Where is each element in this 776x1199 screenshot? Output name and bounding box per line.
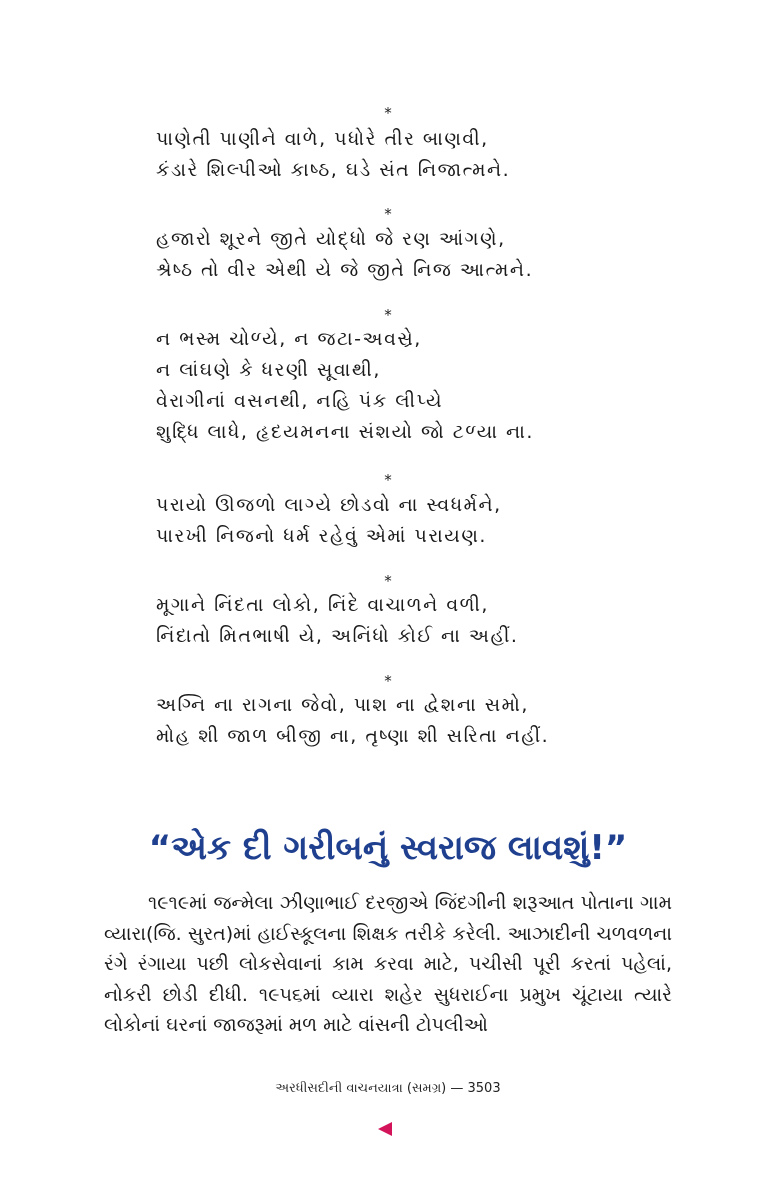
verse-line: હજારો શૂરને જીતે યોદ્ધો જે રણ આંગણે, bbox=[156, 228, 506, 250]
section-heading: “એક દી ગરીબનું સ્વરાજ લાવશું!” bbox=[148, 828, 628, 868]
stanza-separator: * bbox=[384, 572, 392, 590]
verse-line: કંડારે શિલ્પીઓ કાષ્ઠ, ઘડે સંત નિજાત્મને. bbox=[156, 159, 511, 181]
verse-line: વેરાગીનાં વસનથી, નહિ પંક લીપ્યે bbox=[156, 390, 444, 412]
body-paragraph: ૧૯૧૯માં જન્મેલા ઝીણાભાઈ દરજીએ જિંદગીની શરૂઆત પોતાના ગામ વ્યારા(જિ. સુરત)માં હાઈસ્કૂલના શિક્ષક તરીકે કરેલી. આઝાદીની ચળવળના રંગે રંગાયા પછી લોકસેવાનાં કામ કરવા માટે, પચીસી પૂરી કરતાં પહેલાં, નોકરી છોડી દીધી. ૧૯૫૬માં વ્યારા શહેર સુધરાઈના પ્રમુખ ચૂંટાયા ત્યારે લોકોનાં ઘરનાં જાજરૂમાં મળ માટે વાંસની ટોપલીઓ bbox=[104, 892, 672, 1036]
verse-line: ન ભસ્મ ચોળ્યે, ન જટા-અવસ્રે, bbox=[156, 328, 422, 350]
stanza-5 bbox=[156, 590, 596, 652]
stanza-separator: * bbox=[384, 471, 392, 489]
verse-line: મૂગાને નિંદતા લોકો, નિંદે વાચાળને વળી, bbox=[156, 594, 489, 616]
stanza-3 bbox=[156, 324, 596, 448]
verse-line: પાણેતી પાણીને વાળે, પધોરે તીર બાણવી, bbox=[156, 128, 489, 150]
stanza-2 bbox=[156, 224, 596, 286]
stanza-4 bbox=[156, 490, 596, 552]
verse-line: શુદ્ધિ લાધે, હૃદયમનના સંશયો જો ટળ્યા ના. bbox=[156, 421, 534, 443]
stanza-separator: * bbox=[384, 306, 392, 324]
verse-line: નિંદાતો મિતભાષી યે, અનિંધો કોઈ ના અહીં. bbox=[156, 625, 519, 647]
verse-line: શ્રેષ્ઠ તો વીર એથી યે જે જીતે નિજ આત્મને. bbox=[156, 259, 534, 281]
verse-line: મોહ શી જાળ બીજી ના, તૃષ્ણા શી સરિતા નહીં. bbox=[156, 725, 550, 747]
verse-line: પારખી નિજનો ધર્મ રહેવું એમાં પરાયણ. bbox=[156, 525, 487, 547]
stanza-separator: * bbox=[384, 672, 392, 690]
verse-line: ન લાંઘણે કે ધરણી સૂવાથી, bbox=[156, 359, 381, 381]
verse-line: અગ્નિ ના રાગના જેવો, પાશ ના દ્વેશના સમો, bbox=[156, 694, 529, 716]
stanza-separator: * bbox=[384, 104, 392, 122]
verse-line: પરાયો ઊજળો લાગ્યે છોડવો ના સ્વધર્મને, bbox=[156, 494, 502, 516]
previous-page-arrow-icon[interactable] bbox=[378, 1122, 392, 1136]
page-footer: અરધીસદીની વાચનયાત્રા (સમગ્ર) — 3503 bbox=[275, 1081, 501, 1096]
stanza-1 bbox=[156, 124, 596, 186]
stanza-6 bbox=[156, 690, 596, 752]
stanza-separator: * bbox=[384, 205, 392, 223]
